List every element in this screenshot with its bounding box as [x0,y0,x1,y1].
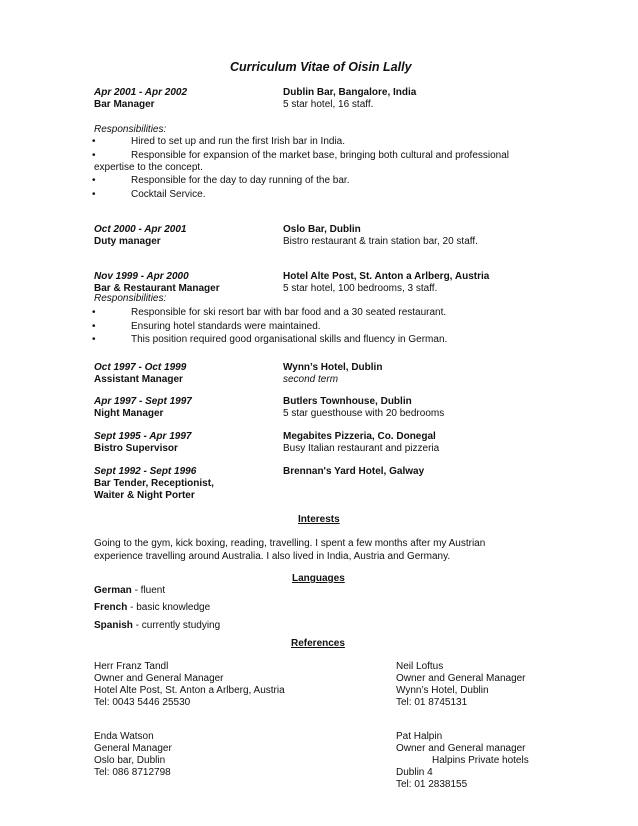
responsibility-item: Responsible for expansion of the market base, bringing both cultural and professional [131,150,510,161]
responsibility-item: Responsible for the day to day running of the bar. [131,175,350,186]
job-position: Bar Tender, Receptionist, [94,478,214,489]
job-position: Bistro Supervisor [94,443,178,454]
reference-line: Tel: 01 2838155 [396,779,468,790]
job-dates: Oct 2000 - Apr 2001 [94,224,187,235]
job-dates: Sept 1992 - Sept 1996 [94,466,197,477]
reference-line: Tel: 0043 5446 25530 [94,697,191,708]
job-employer: Megabites Pizzeria, Co. Donegal [283,431,436,442]
responsibility-item: Ensuring hotel standards were maintained. [131,321,321,332]
bullet-icon: • [92,321,96,332]
bullet-icon: • [92,175,96,186]
responsibility-item: This position required good organisational skills and fluency in German. [131,334,448,345]
job-description: 5 star hotel, 100 bedrooms, 3 staff. [283,283,438,294]
job-dates: Apr 2001 - Apr 2002 [94,87,188,98]
job-position: Assistant Manager [94,374,183,385]
reference-line: Owner and General Manager [396,673,526,684]
job-employer: Butlers Townhouse, Dublin [283,396,412,407]
language-name: German [94,585,132,596]
job-dates: Oct 1997 - Oct 1999 [94,362,187,373]
reference-line: Tel: 086 8712798 [94,767,171,778]
job-position: Night Manager [94,408,164,419]
job-employer: Oslo Bar, Dublin [283,224,361,235]
language-name: Spanish [94,620,133,631]
bullet-icon: • [92,189,96,200]
reference-line: Enda Watson [94,731,154,742]
reference-line: Hotel Alte Post, St. Anton a Arlberg, Austria [94,685,285,696]
responsibilities-label: Responsibilities: [94,124,167,135]
job-description: 5 star guesthouse with 20 bedrooms [283,408,445,419]
reference-line: Owner and General Manager [94,673,224,684]
job-description: 5 star hotel, 16 staff. [283,99,374,110]
language-level: - basic knowledge [127,602,211,613]
bullet-icon: • [92,136,96,147]
language-item [94,620,220,632]
reference-line: Pat Halpin [396,731,443,742]
job-description: Bistro restaurant & train station bar, 20 staff. [283,236,478,247]
job-dates: Sept 1995 - Apr 1997 [94,431,192,442]
language-name: French [94,602,128,613]
bullet-icon: • [92,334,96,345]
reference-line: Tel: 01 8745131 [396,697,468,708]
reference-line: Herr Franz Tandl [94,661,169,672]
bullet-icon: • [92,307,96,318]
job-description: second term [283,374,339,385]
reference-line: General Manager [94,743,172,754]
reference-line: Owner and General manager [396,743,526,754]
responsibility-item-wrap: expertise to the concept. [94,162,203,173]
job-position: Waiter & Night Porter [94,490,195,501]
reference-line: Halpins Private hotels [432,755,529,766]
job-dates: Apr 1997 - Sept 1997 [94,396,192,407]
cv-title: Curriculum Vitae of Oisin Lally [230,60,412,74]
reference-line: Wynn’s Hotel, Dublin [396,685,489,696]
job-employer: Hotel Alte Post, St. Anton a Arlberg, Austria [283,271,490,282]
languages-heading: Languages [292,573,345,584]
interests-heading: Interests [298,514,340,525]
responsibility-item: Responsible for ski resort bar with bar food and a 30 seated restaurant. [131,307,447,318]
job-position: Bar Manager [94,99,155,110]
job-dates: Nov 1999 - Apr 2000 [94,271,189,282]
responsibility-item: Cocktail Service. [131,189,206,200]
responsibilities-label: Responsibilities: [94,293,167,304]
responsibility-item: Hired to set up and run the first Irish bar in India. [131,136,345,147]
language-item [94,602,210,614]
reference-line: Oslo bar, Dublin [94,755,166,766]
job-employer: Dublin Bar, Bangalore, India [283,87,417,98]
job-position: Bar & Restaurant Manager [94,283,220,294]
reference-line: Neil Loftus [396,661,444,672]
job-description: Busy Italian restaurant and pizzeria [283,443,440,454]
interests-text: Going to the gym, kick boxing, reading, travelling. I spent a few months after my Austrian experience travelling around Australia. I also lived in India, Austria and Germany. [94,538,486,562]
job-position: Duty manager [94,236,161,247]
language-level: - fluent [131,585,166,596]
job-employer: Brennan's Yard Hotel, Galway [283,466,425,477]
references-heading: References [291,638,345,649]
language-level: - currently studying [132,620,221,631]
bullet-icon: • [92,150,96,161]
language-item [94,585,165,597]
reference-line: Dublin 4 [396,767,433,778]
job-employer: Wynn’s Hotel, Dublin [283,362,383,373]
